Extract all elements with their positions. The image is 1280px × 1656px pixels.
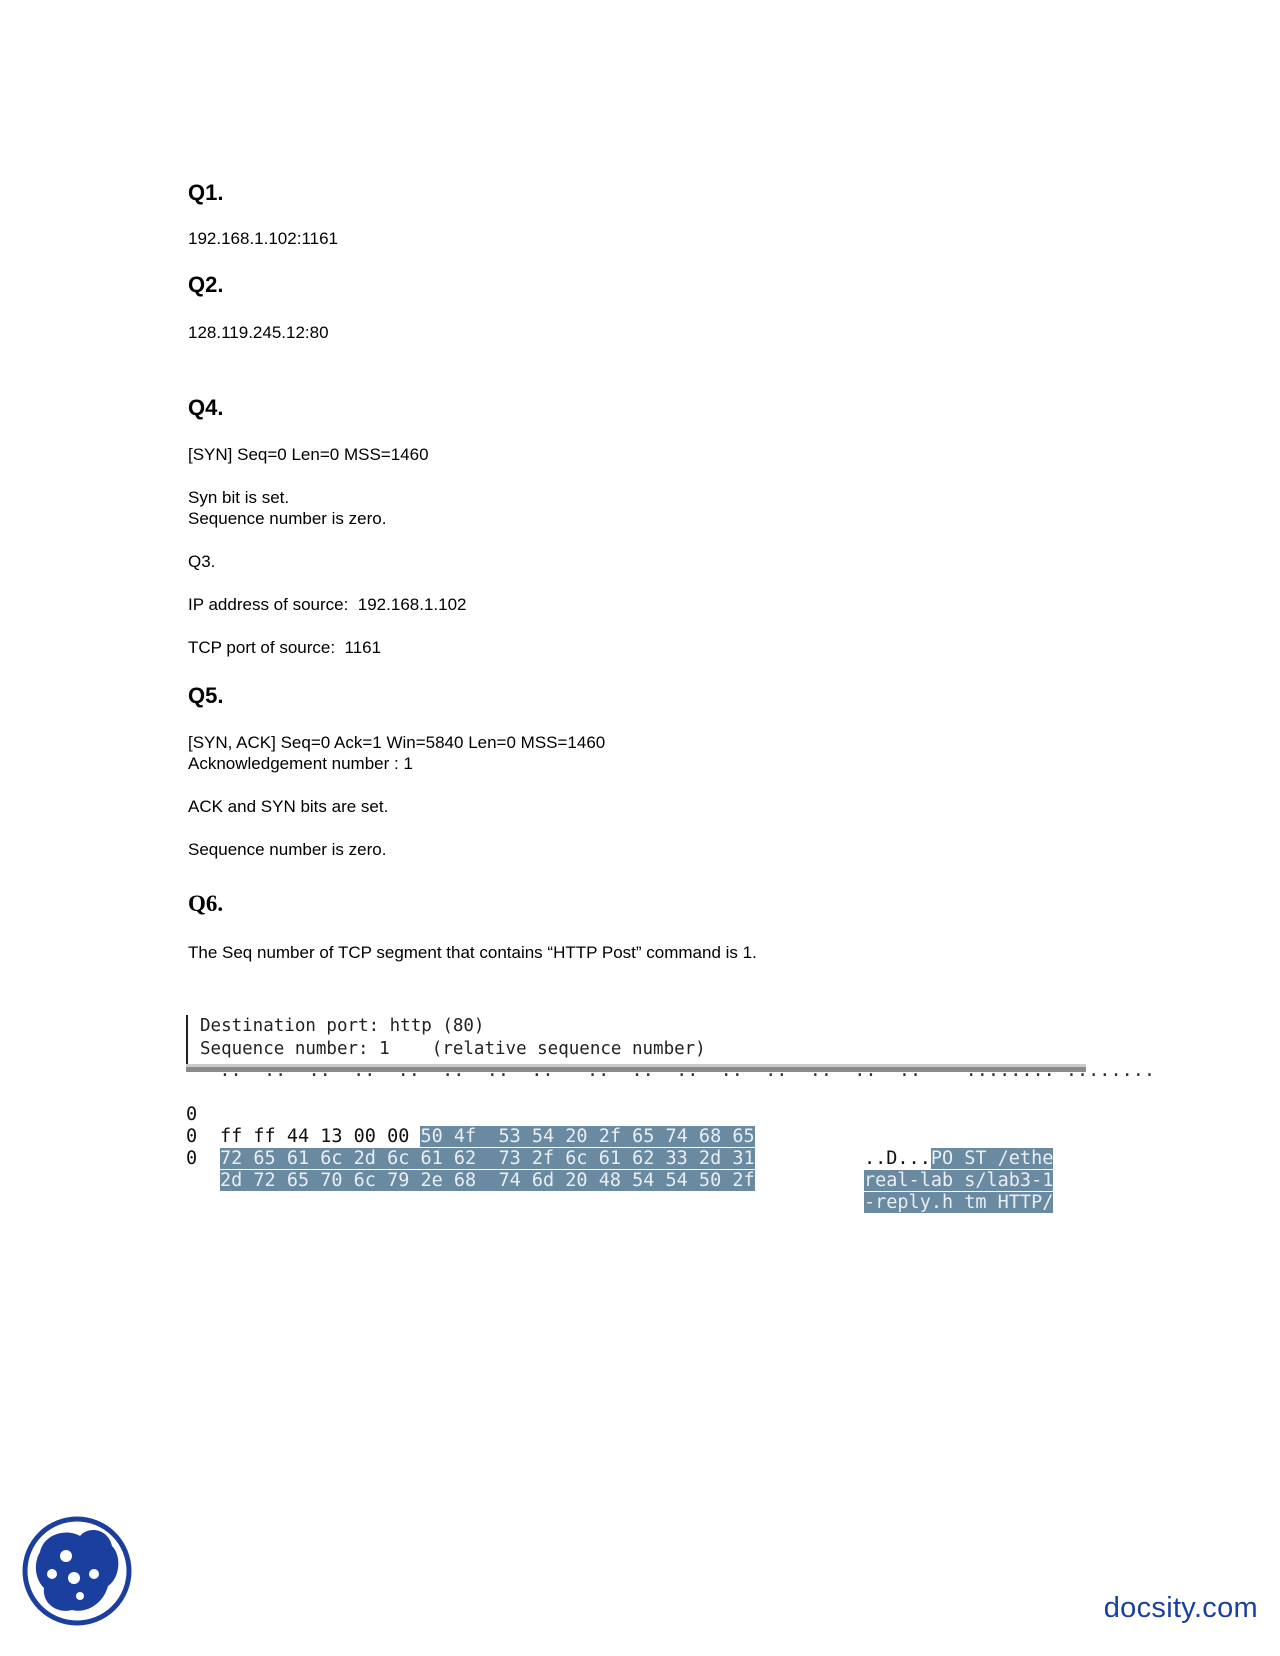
row-ascii <box>864 1170 1053 1192</box>
wireshark-screenshot <box>186 1015 1156 1213</box>
q4-seq-zero: Sequence number is zero. <box>188 509 387 528</box>
q3-ip-line: IP address of source: 192.168.1.102 <box>188 595 467 614</box>
row-ascii-selected: real-lab s/lab3-1 <box>864 1170 1054 1191</box>
row-hex-selected: 2d 72 65 70 6c 79 2e 68 74 6d 20 48 54 54 50 2f <box>220 1170 755 1191</box>
sequence-number-detail: Sequence number: 1 (relative sequence number) <box>200 1039 706 1059</box>
q1-answer: 192.168.1.102:1161 <box>188 229 338 248</box>
q4-syn-bit: Syn bit is set. <box>188 488 290 507</box>
row-hex-selected: 72 65 61 6c 2d 6c 61 62 73 2f 6c 61 62 33 2d 31 <box>220 1148 755 1169</box>
row-hex-plain: ff ff 44 13 00 00 <box>220 1126 421 1147</box>
row-ascii-plain: ..D... <box>864 1148 931 1169</box>
row-hex-selected: 50 4f 53 54 20 2f 65 74 68 65 <box>420 1126 755 1147</box>
q3-port-line: TCP port of source: 1161 <box>188 638 382 657</box>
cut-off-row: .. .. .. .. .. .. .. .. .. .. .. .. .. .. .. .. ........ ........ <box>186 1060 1156 1081</box>
q2-heading: Q2. <box>188 272 224 297</box>
q5-heading: Q5. <box>188 683 224 708</box>
q4-heading: Q4. <box>188 395 224 420</box>
q5-ack-number: Acknowledgement number : 1 <box>188 754 413 773</box>
row-hex <box>220 1170 755 1192</box>
q4-syn-line: [SYN] Seq=0 Len=0 MSS=1460 <box>188 445 429 464</box>
q5-seq-zero: Sequence number is zero. <box>188 840 387 859</box>
row-offset: 0 <box>186 1126 198 1147</box>
docsity-brand-link[interactable]: docsity.com <box>1103 1592 1258 1624</box>
row-ascii <box>864 1148 1053 1170</box>
q2-answer: 128.119.245.12:80 <box>188 323 329 342</box>
q6-heading: Q6. <box>188 891 224 916</box>
row-offset: 0 <box>186 1104 198 1125</box>
row-ascii-selected: -reply.h tm HTTP/ <box>864 1192 1054 1213</box>
bytes-pane-top <box>186 1060 1156 1081</box>
row-ascii-selected: PO ST /ethe <box>930 1148 1054 1169</box>
q3-heading: Q3. <box>188 552 216 571</box>
row-offset: 0 <box>186 1148 198 1169</box>
q6-answer: The Seq number of TCP segment that contains “HTTP Post” command is 1. <box>188 943 757 962</box>
q1-heading: Q1. <box>188 180 224 205</box>
destination-port-detail: Destination port: http (80) <box>200 1016 485 1036</box>
q5-bits-set: ACK and SYN bits are set. <box>188 797 389 816</box>
row-hex <box>220 1148 755 1170</box>
row-ascii <box>864 1192 1053 1214</box>
docsity-logo-icon[interactable] <box>22 1516 132 1626</box>
q5-synack-line: [SYN, ACK] Seq=0 Ack=1 Win=5840 Len=0 MSS=1460 <box>188 733 606 752</box>
